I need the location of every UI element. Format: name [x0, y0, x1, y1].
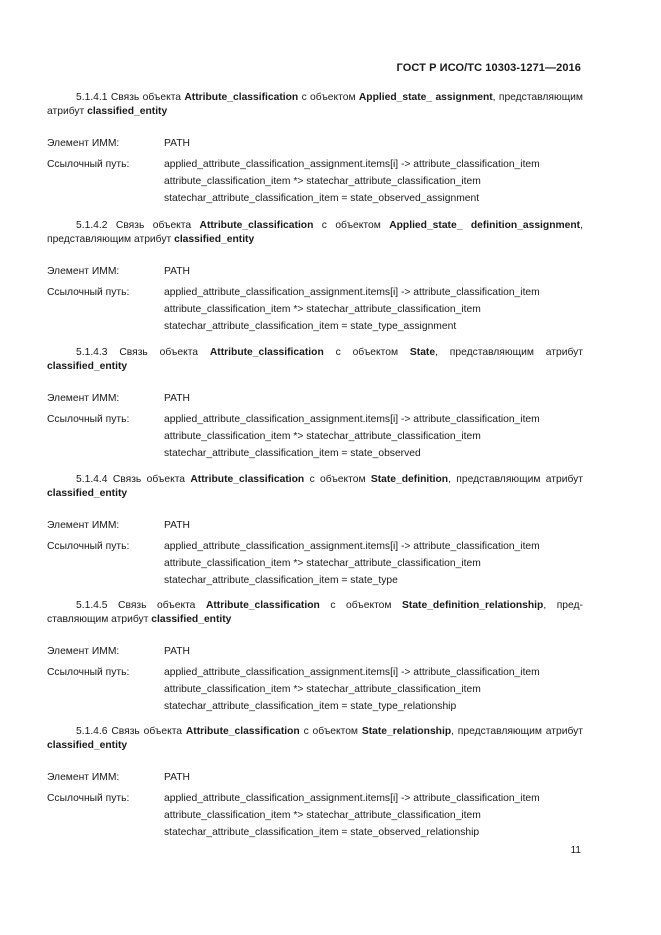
element-row: [47, 135, 583, 152]
element-value: PATH: [164, 266, 190, 277]
path-line: applied_attribute_classification_assignment.items[i] -> attribute_classification_item: [164, 793, 540, 804]
title-text-post: , представляющим атрибут: [451, 726, 583, 737]
title-text-mid: с объектом: [313, 220, 390, 231]
attribute-name: classified_entity: [47, 740, 128, 751]
element-row: [47, 769, 583, 786]
path-label: Ссылочный путь:: [47, 414, 130, 425]
path-label: Ссылочный путь:: [47, 159, 130, 170]
section-number: 5.1.4.5: [76, 600, 108, 611]
section-5-1-4-3: [47, 346, 583, 462]
title-text-mid: с объектом: [298, 92, 359, 103]
element-row: [47, 643, 583, 660]
source-entity: Attribute_classification: [190, 474, 305, 485]
section-number: 5.1.4.1: [76, 92, 108, 103]
path-lines: [164, 411, 583, 462]
path-row: [47, 790, 583, 841]
element-label: Элемент ИММ:: [47, 520, 120, 531]
source-entity: Attribute_classification: [199, 220, 314, 231]
path-row: [47, 284, 583, 335]
path-lines: [164, 284, 583, 335]
path-row: [47, 411, 583, 462]
section-title: [47, 346, 583, 374]
section-title: [47, 725, 583, 753]
path-label: Ссылочный путь:: [47, 667, 130, 678]
path-line: statechar_attribute_classification_item = state_observed_assignment: [164, 193, 480, 204]
title-text-pre: Связь объекта: [118, 600, 206, 611]
section-number: 5.1.4.4: [76, 474, 108, 485]
element-row: [47, 390, 583, 407]
attribute-name: classified_entity: [87, 106, 168, 117]
title-text-mid: с объектом: [323, 347, 410, 358]
path-line: applied_attribute_classification_assignment.items[i] -> attribute_classification_item: [164, 159, 540, 170]
path-line: applied_attribute_classification_assignment.items[i] -> attribute_classification_item: [164, 541, 540, 552]
title-text-pre: Связь объекта: [119, 347, 210, 358]
title-text-post: , представляющим атрибут: [47, 600, 583, 625]
source-entity: Attribute_classification: [205, 600, 320, 611]
source-entity: Attribute_classification: [185, 726, 300, 737]
section-5-1-4-4: [47, 473, 583, 589]
path-line: statechar_attribute_classification_item = state_observed_relationship: [164, 827, 480, 838]
title-text-post: , представляющим атрибут: [448, 474, 583, 485]
section-5-1-4-5: [47, 599, 583, 715]
element-label: Элемент ИММ:: [47, 772, 120, 783]
target-entity: Applied_state_ assignment: [358, 92, 493, 103]
section-title: [47, 473, 583, 501]
source-entity: Attribute_classification: [209, 347, 324, 358]
path-lines: [164, 790, 583, 841]
title-text-post: , представляющим атрибут: [435, 347, 583, 358]
target-entity: State_relationship: [361, 726, 452, 737]
path-line: applied_attribute_classification_assignment.items[i] -> attribute_classification_item: [164, 414, 540, 425]
section-number: 5.1.4.3: [76, 347, 108, 358]
path-line: attribute_classification_item *> statechar_attribute_classification_item: [164, 558, 481, 569]
path-line: statechar_attribute_classification_item = state_observed: [164, 448, 421, 459]
path-row: [47, 156, 583, 207]
element-row: [47, 517, 583, 534]
section-number: 5.1.4.6: [76, 726, 108, 737]
section-title: [47, 219, 583, 247]
element-value: PATH: [164, 393, 190, 404]
path-line: statechar_attribute_classification_item = state_type_relationship: [164, 701, 457, 712]
title-text-pre: Связь объекта: [112, 474, 191, 485]
path-label: Ссылочный путь:: [47, 793, 130, 804]
path-line: attribute_classification_item *> statechar_attribute_classification_item: [164, 810, 481, 821]
path-line: attribute_classification_item *> statechar_attribute_classification_item: [164, 176, 481, 187]
title-text-mid: с объектом: [319, 600, 403, 611]
section-title: [47, 91, 583, 119]
element-value: PATH: [164, 646, 190, 657]
element-value: PATH: [164, 520, 190, 531]
path-label: Ссылочный путь:: [47, 287, 130, 298]
path-line: statechar_attribute_classification_item = state_type: [164, 575, 398, 586]
path-label: Ссылочный путь:: [47, 541, 130, 552]
title-text-post: , представляющим атрибут: [47, 92, 583, 117]
element-value: PATH: [164, 772, 190, 783]
path-lines: [164, 156, 583, 207]
element-value: PATH: [164, 138, 190, 149]
attribute-name: classified_entity: [47, 488, 128, 499]
target-entity: State: [409, 347, 436, 358]
path-lines: [164, 664, 583, 715]
element-label: Элемент ИММ:: [47, 266, 120, 277]
title-text-mid: с объектом: [299, 726, 362, 737]
path-line: applied_attribute_classification_assignment.items[i] -> attribute_classification_item: [164, 667, 540, 678]
target-entity: State_definition: [370, 474, 449, 485]
attribute-name: classified_entity: [47, 361, 128, 372]
title-text-pre: Связь объекта: [110, 92, 185, 103]
section-title: [47, 599, 583, 627]
element-label: Элемент ИММ:: [47, 646, 120, 657]
path-line: attribute_classification_item *> statechar_attribute_classification_item: [164, 304, 481, 315]
section-5-1-4-1: [47, 91, 583, 207]
title-text-pre: Связь объекта: [115, 220, 200, 231]
path-line: applied_attribute_classification_assignment.items[i] -> attribute_classification_item: [164, 287, 540, 298]
path-line: attribute_classification_item *> statechar_attribute_classification_item: [164, 431, 481, 442]
path-lines: [164, 538, 583, 589]
element-label: Элемент ИММ:: [47, 393, 120, 404]
path-line: statechar_attribute_classification_item = state_type_assignment: [164, 321, 457, 332]
section-5-1-4-2: [47, 219, 583, 335]
path-row: [47, 664, 583, 715]
attribute-name: classified_entity: [174, 234, 255, 245]
section-5-1-4-6: [47, 725, 583, 841]
element-row: [47, 263, 583, 280]
page-header: ГОСТ Р ИСО/ТС 10303-1271—2016: [396, 62, 581, 74]
path-row: [47, 538, 583, 589]
target-entity: State_definition_relationship: [402, 600, 544, 611]
title-text-mid: с объектом: [304, 474, 371, 485]
title-text-post: , представляющим атрибут: [47, 220, 583, 245]
section-number: 5.1.4.2: [76, 220, 108, 231]
element-label: Элемент ИММ:: [47, 138, 120, 149]
path-line: attribute_classification_item *> statechar_attribute_classification_item: [164, 684, 481, 695]
target-entity: Applied_state_ definition_assignment: [389, 220, 581, 231]
source-entity: Attribute_classification: [184, 92, 299, 103]
page-number: 11: [570, 845, 581, 856]
attribute-name: classified_entity: [151, 614, 232, 625]
title-text-pre: Связь объекта: [111, 726, 186, 737]
